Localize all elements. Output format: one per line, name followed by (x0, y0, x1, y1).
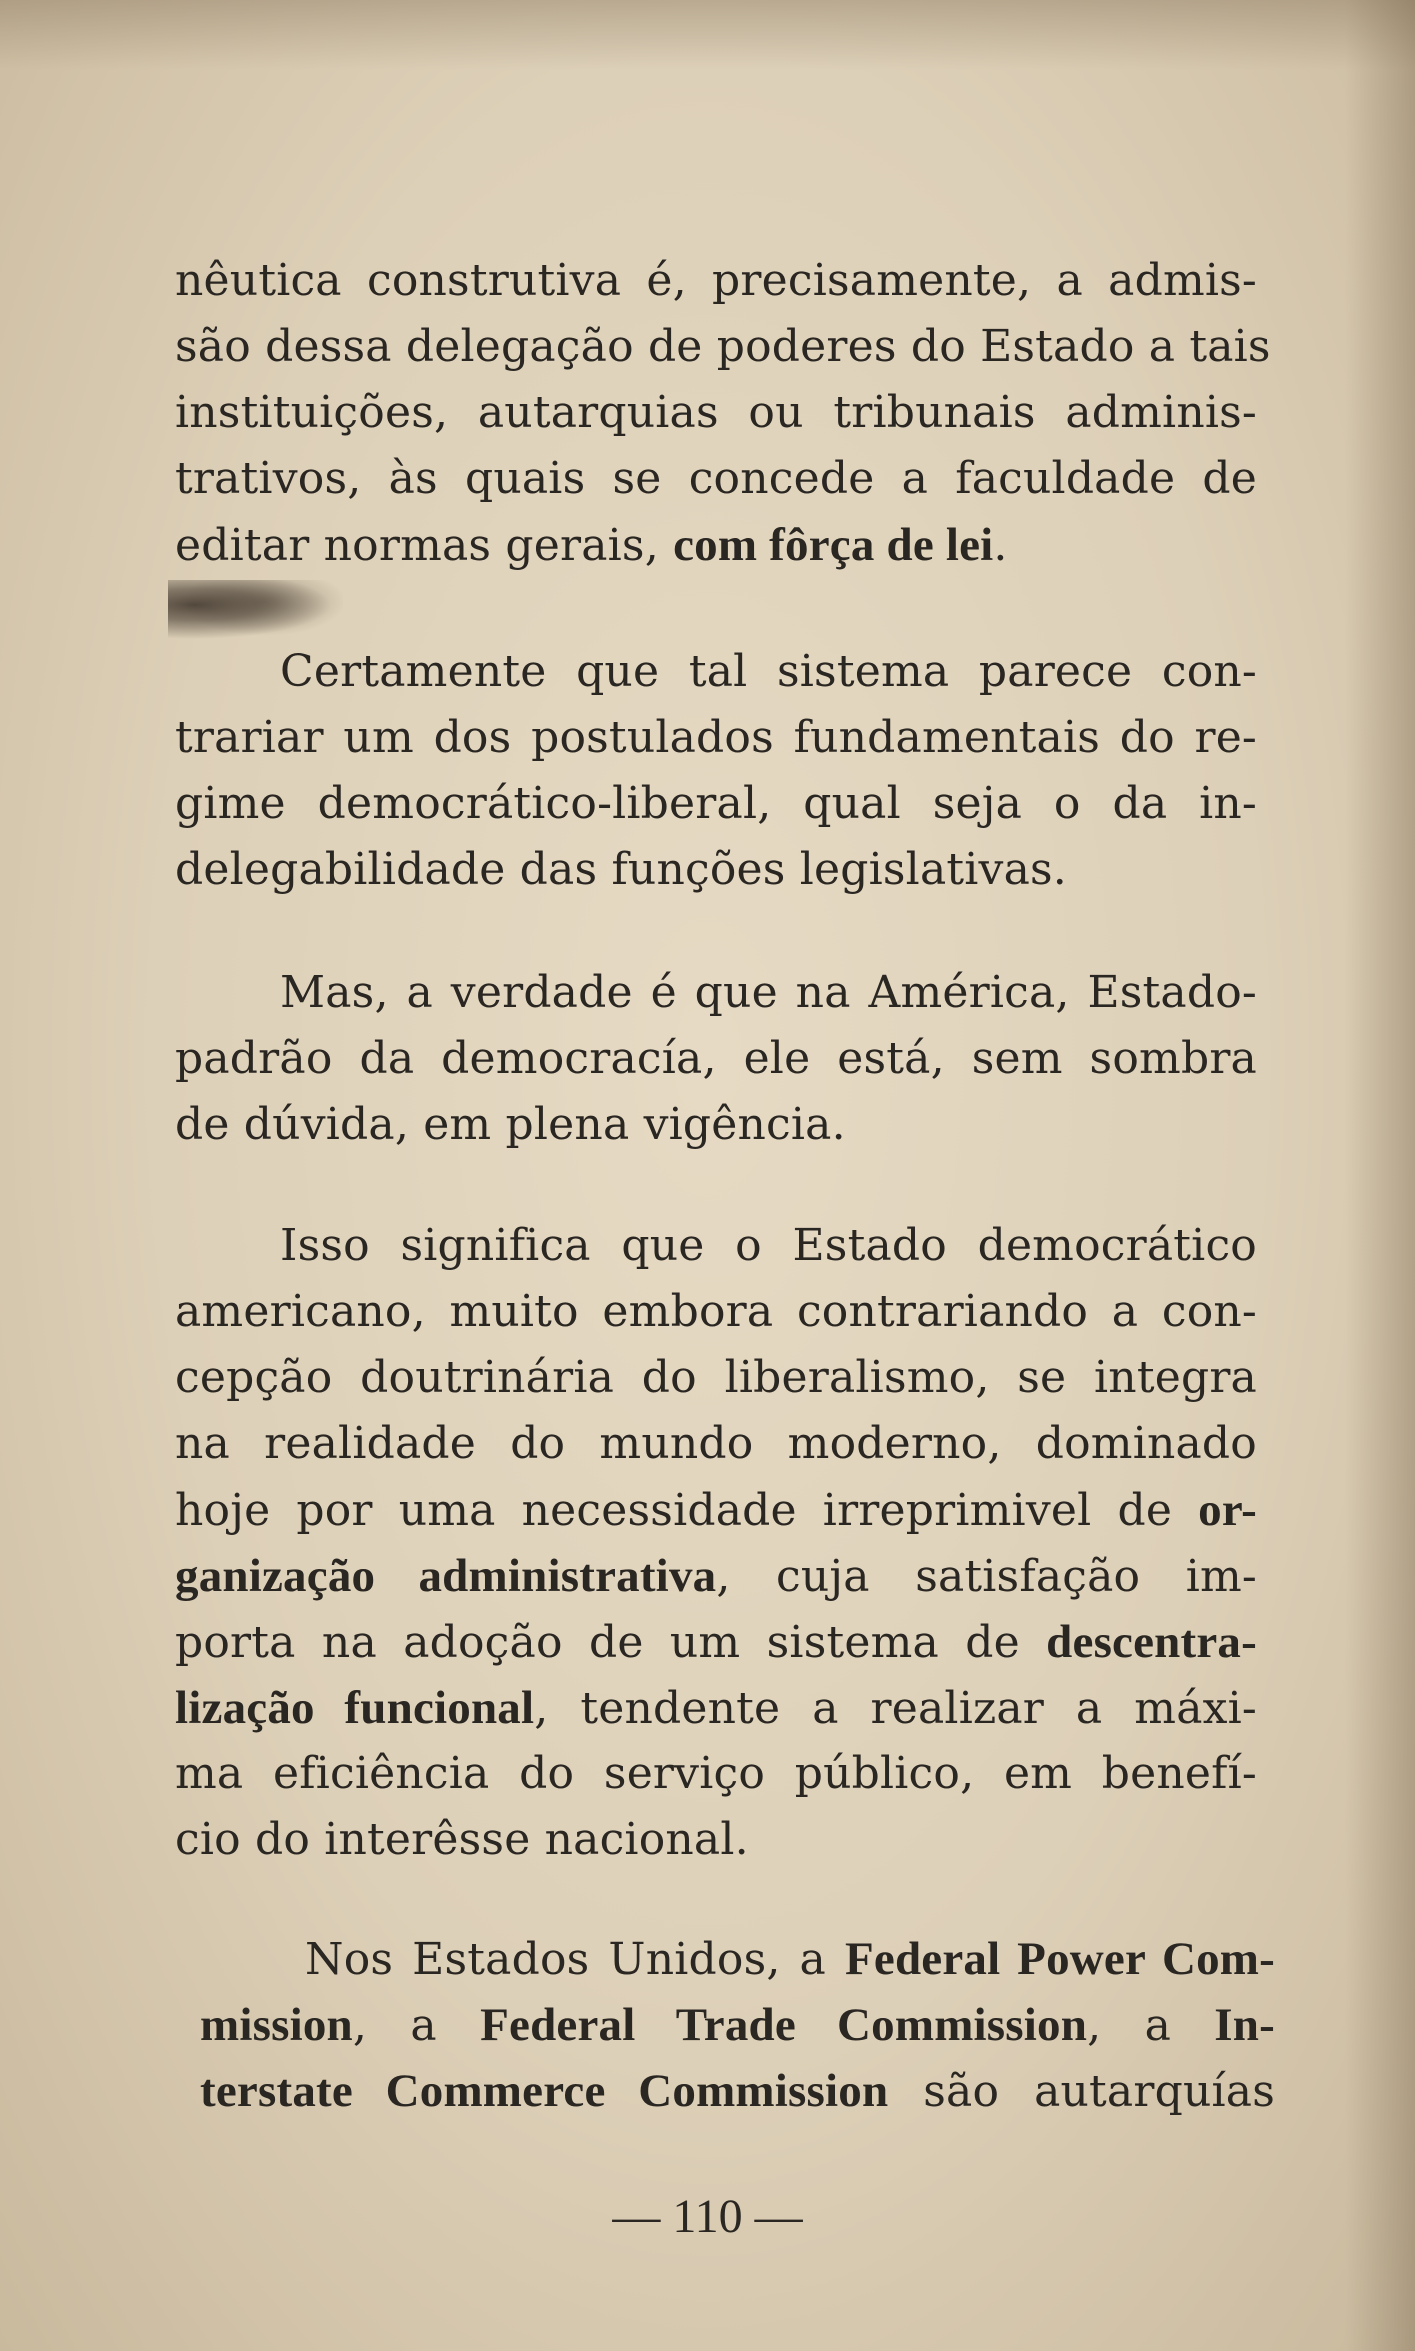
ink-stain (168, 580, 343, 642)
page-shadow-top (0, 0, 1415, 70)
text-line (200, 1926, 1275, 1992)
paragraph-2 (175, 639, 1257, 903)
text-line: Certamente que tal sistema parece con- (280, 646, 1257, 697)
text-run: Nos Estados Unidos, a (305, 1934, 845, 1985)
paragraph-4 (175, 1213, 1257, 1873)
text-line: americano, muito embora contrariando a con- (175, 1286, 1257, 1337)
bold-text: terstate Commerce Commission (200, 2065, 889, 2117)
text-run: , cuja satisfação im- (716, 1551, 1257, 1602)
text-run: , a (1087, 2000, 1215, 2051)
text-line: Isso significa que o Estado democrático (280, 1220, 1257, 1271)
bold-text: mission (200, 1999, 353, 2051)
text-line (200, 2058, 1275, 2124)
text-line: instituições, autarquias ou tribunais adminis- (175, 387, 1257, 438)
bold-text: descentra- (1046, 1616, 1257, 1668)
paragraph-5 (200, 1926, 1275, 2124)
page-number: — 110 — (612, 2190, 803, 2243)
text-line (200, 1992, 1275, 2058)
text-line: padrão da democracía, ele está, sem sombra (175, 1033, 1257, 1084)
text-run: editar normas gerais, (175, 520, 674, 571)
text-line: cepção doutrinária do liberalismo, se integra (175, 1352, 1257, 1403)
bold-text: Federal Trade Commission (480, 1999, 1088, 2051)
bold-text: ganização administrativa (175, 1550, 717, 1602)
paragraph-3 (175, 960, 1257, 1158)
bold-text: Federal Power Com- (845, 1933, 1275, 1985)
bold-text: com fôrça de lei (673, 519, 994, 571)
text-line (175, 1477, 1257, 1543)
text-line: ma eficiência do serviço público, em benefí- (175, 1748, 1257, 1799)
text-line (175, 1543, 1257, 1609)
text-run: . (993, 520, 1008, 571)
text-run: , a (352, 2000, 481, 2051)
text-line: na realidade do mundo moderno, dominado (175, 1418, 1257, 1469)
text-run: são autarquías (888, 2066, 1275, 2117)
paragraph-1 (175, 248, 1271, 578)
bold-text: or- (1198, 1484, 1257, 1536)
text-line: Mas, a verdade é que na América, Estado- (280, 967, 1257, 1018)
bold-text: In- (1214, 1999, 1275, 2051)
bold-text: lização funcional (175, 1682, 535, 1734)
text-line: são dessa delegação de poderes do Estado a tais (175, 321, 1271, 372)
text-line: delegabilidade das funções legislativas. (175, 844, 1067, 895)
text-line: gime democrático-liberal, qual seja o da in- (175, 778, 1257, 829)
text-line: cio do interêsse nacional. (175, 1814, 749, 1865)
text-line: trativos, às quais se concede a faculdade de (175, 453, 1257, 504)
page-shadow-right (1345, 0, 1415, 2351)
text-line (175, 512, 1257, 578)
text-run: porta na adoção de um sistema de (175, 1617, 1047, 1668)
text-line (175, 1675, 1257, 1741)
text-run: , tendente a realizar a máxi- (534, 1683, 1257, 1734)
text-line: trariar um dos postulados fundamentais do re- (175, 712, 1257, 763)
text-line: nêutica construtiva é, precisamente, a admis- (175, 255, 1257, 306)
text-line: de dúvida, em plena vigência. (175, 1099, 846, 1150)
text-run: hoje por uma necessidade irreprimivel de (175, 1485, 1199, 1536)
text-line (175, 1609, 1257, 1675)
